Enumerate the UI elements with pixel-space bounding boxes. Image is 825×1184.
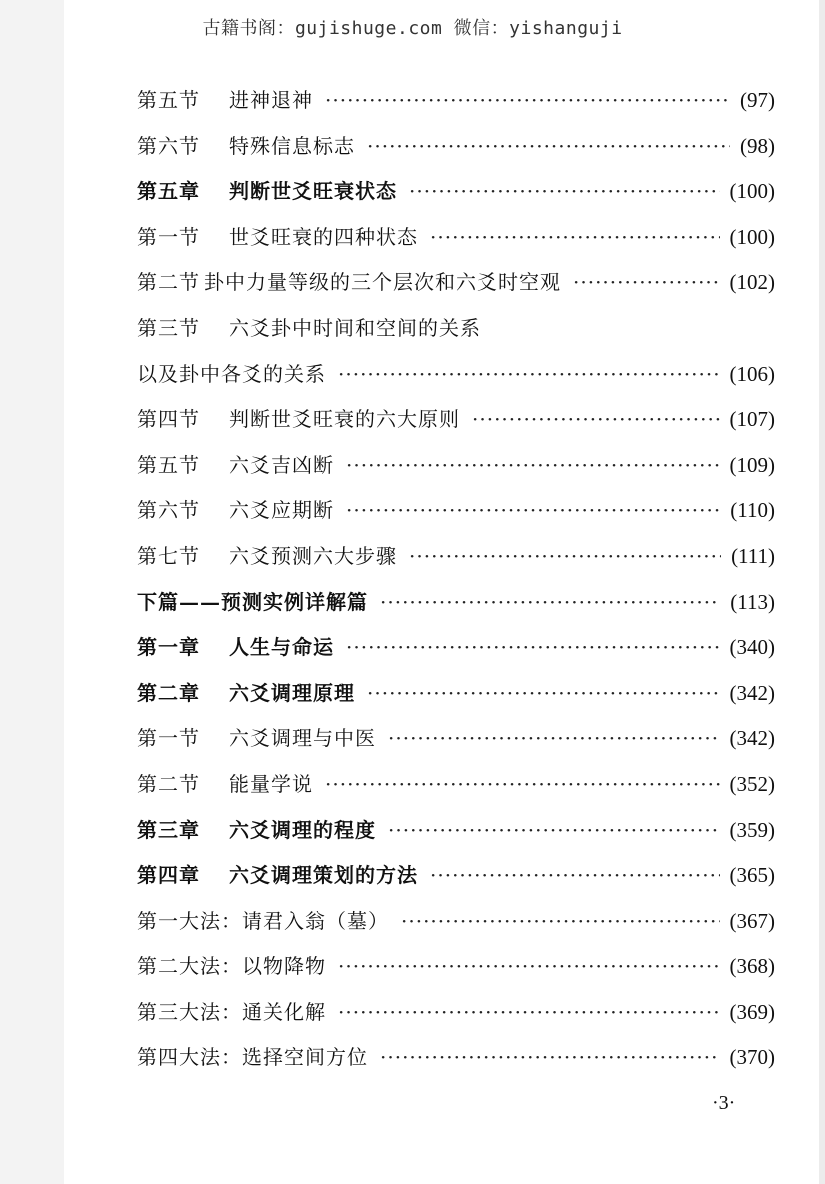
- dot-leader: [338, 1000, 720, 1024]
- toc-entry-page: (340): [729, 635, 775, 660]
- toc-entry-number: 第六节: [137, 498, 200, 523]
- dot-leader: [338, 362, 720, 386]
- dot-leader: [430, 863, 720, 887]
- dot-leader: [430, 225, 720, 249]
- toc-entry: [137, 905, 775, 951]
- toc-entry-page: (110): [730, 498, 775, 523]
- toc-entry-title: 第四大法：选择空间方位: [137, 1045, 368, 1070]
- toc-entry-page: (359): [729, 817, 775, 842]
- toc-entry-page: (367): [729, 908, 775, 933]
- scan-margin-left: [0, 0, 64, 1184]
- toc-entry-page: (370): [729, 1045, 775, 1070]
- dot-leader: [325, 772, 720, 796]
- dot-leader: [346, 498, 720, 522]
- toc-entry-page: (342): [729, 680, 775, 705]
- toc-entry-page: (107): [729, 407, 775, 432]
- toc-entry-title: 六爻卦中时间和空间的关系: [229, 315, 481, 340]
- dot-leader: [380, 590, 720, 614]
- toc-entry: [137, 996, 775, 1042]
- toc-entry-number: 第五节: [137, 88, 200, 112]
- dot-leader: [409, 179, 720, 203]
- toc-entry-number: 第一章: [137, 635, 200, 660]
- toc-entry: [137, 540, 775, 586]
- toc-entry-number: 第二章: [137, 680, 200, 705]
- toc-entry: [137, 358, 775, 404]
- toc-entry-title: 六爻调理的程度: [229, 817, 376, 842]
- toc-entry: [137, 722, 775, 768]
- dot-leader: [338, 954, 720, 978]
- toc-entry-title: 第一大法：请君入翁（墓）: [137, 908, 389, 933]
- toc-entry-title: 进神退神: [229, 88, 313, 112]
- toc-entry-page: (98): [740, 133, 775, 158]
- toc-entry: [137, 1041, 775, 1087]
- toc-entry: [137, 950, 775, 996]
- toc-entry: [137, 312, 775, 358]
- toc-entry: [137, 859, 775, 905]
- toc-entry-page: (113): [730, 589, 775, 614]
- toc-entry-number: 第四章: [137, 863, 200, 888]
- toc-entry-title: 六爻调理原理: [229, 680, 355, 705]
- toc-entry: [137, 631, 775, 677]
- toc-entry-number: 第二节: [137, 771, 200, 796]
- toc-entry-number: 第七节: [137, 543, 200, 568]
- toc-entry-title: 卦中力量等级的三个层次和六爻时空观: [204, 270, 561, 295]
- watermark-header: 古籍书阁：gujishuge.com 微信：yishanguji: [202, 18, 623, 39]
- toc-entry-page: (368): [729, 954, 775, 979]
- toc-entry-number: 第五节: [137, 452, 200, 477]
- table-of-contents: [137, 84, 775, 1087]
- toc-entry-title: 特殊信息标志: [229, 133, 355, 158]
- toc-entry-number: 第四节: [137, 407, 200, 432]
- toc-entry-title: 人生与命运: [229, 635, 334, 660]
- dot-leader: [380, 1045, 720, 1069]
- dot-leader: [388, 726, 720, 750]
- toc-entry-title: 第二大法：以物降物: [137, 954, 326, 979]
- toc-entry: [137, 768, 775, 814]
- toc-entry-page: (342): [729, 726, 775, 751]
- toc-entry-page: (352): [729, 771, 775, 796]
- toc-entry-page: (365): [729, 863, 775, 888]
- dot-leader: [401, 909, 720, 933]
- toc-entry-title: 六爻吉凶断: [229, 452, 334, 477]
- dot-leader: [346, 635, 720, 659]
- toc-entry: [137, 175, 775, 221]
- toc-entry-number: 第三节: [137, 315, 200, 340]
- toc-entry-page: (97): [740, 88, 775, 112]
- toc-entry-page: (102): [729, 270, 775, 295]
- toc-entry-title: 以及卦中各爻的关系: [137, 361, 326, 386]
- toc-entry-number: 第六节: [137, 133, 200, 158]
- toc-entry-title: 判断世爻旺衰的六大原则: [229, 407, 460, 432]
- toc-entry-title: 第三大法：通关化解: [137, 999, 326, 1024]
- toc-entry: [137, 586, 775, 632]
- toc-entry-page: (106): [729, 361, 775, 386]
- toc-entry-title: 能量学说: [229, 771, 313, 796]
- toc-entry-page: (100): [729, 179, 775, 204]
- toc-entry: [137, 449, 775, 495]
- dot-leader: [409, 544, 721, 568]
- toc-entry: [137, 84, 775, 130]
- toc-entry-title: 六爻应期断: [229, 498, 334, 523]
- toc-entry-title: 判断世爻旺衰状态: [229, 179, 397, 204]
- dot-leader: [388, 818, 720, 842]
- toc-entry-page: (111): [731, 543, 775, 568]
- toc-entry-title: 六爻调理策划的方法: [229, 863, 418, 888]
- dot-leader: [346, 453, 720, 477]
- toc-entry-number: 第五章: [137, 179, 200, 204]
- toc-entry-title: 下篇——预测实例详解篇: [137, 589, 368, 614]
- scan-margin-right: [819, 0, 825, 1184]
- toc-entry: [137, 814, 775, 860]
- toc-entry: [137, 130, 775, 176]
- toc-entry-number: 第三章: [137, 817, 200, 842]
- toc-entry: [137, 403, 775, 449]
- dot-leader: [367, 681, 720, 705]
- dot-leader: [573, 270, 720, 294]
- page-number: ·3·: [712, 1092, 736, 1114]
- dot-leader: [325, 88, 730, 112]
- toc-entry-number: 第一节: [137, 726, 200, 751]
- toc-entry: [137, 266, 775, 312]
- toc-entry-title: 六爻调理与中医: [229, 726, 376, 751]
- dot-leader: [472, 407, 720, 431]
- toc-entry-number: 第一节: [137, 224, 200, 249]
- toc-entry-page: (109): [729, 452, 775, 477]
- toc-entry-number: 第二节: [137, 270, 200, 295]
- toc-entry-page: (369): [729, 999, 775, 1024]
- toc-entry: [137, 677, 775, 723]
- toc-entry-page: (100): [729, 224, 775, 249]
- toc-entry-title: 六爻预测六大步骤: [229, 543, 397, 568]
- toc-entry-title: 世爻旺衰的四种状态: [229, 224, 418, 249]
- dot-leader: [367, 134, 730, 158]
- toc-entry: [137, 494, 775, 540]
- toc-entry: [137, 221, 775, 267]
